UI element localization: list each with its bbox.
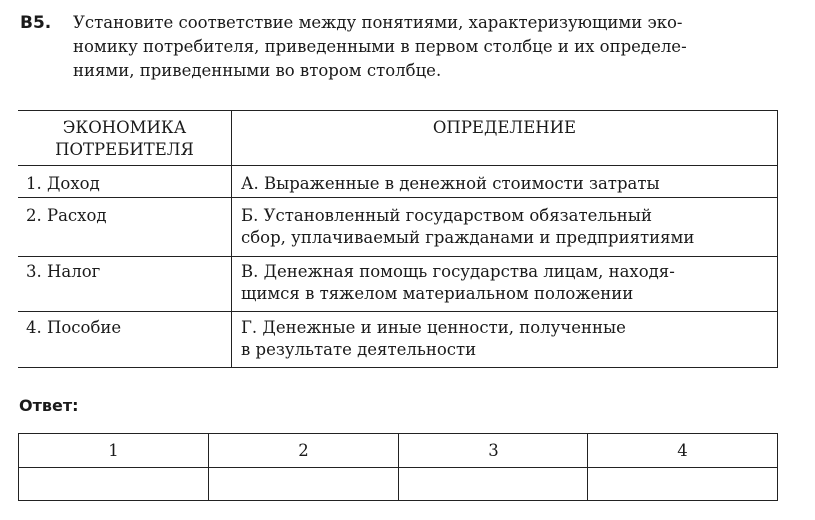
matching-table (18, 110, 778, 368)
answer-column-number: 2 (298, 441, 309, 460)
answer-cell-4[interactable] (588, 468, 776, 500)
task-label: B5. (20, 13, 52, 33)
header-definition (232, 117, 777, 139)
definition-line: В. Денежная помощь государства лицам, находя- (241, 262, 675, 281)
column-divider (231, 111, 232, 367)
definition-line: Б. Установленный государством обязательный (241, 206, 652, 225)
answer-column-number: 4 (677, 441, 688, 460)
answer-cell-3[interactable] (399, 468, 587, 500)
task-line-2: номику потребителя, приведенными в первом столбце и их определе- (73, 37, 687, 56)
header-term-line: ЭКОНОМИКА (62, 118, 187, 137)
definition-line: щимся в тяжелом материальном положении (241, 284, 634, 303)
term-cell: 2. Расход (26, 206, 107, 225)
definition-line: Г. Денежные и иные ценности, полученные (241, 318, 626, 337)
definition-cell (241, 261, 675, 305)
definition-cell (241, 205, 694, 249)
task-line-3: ниями, приведенными во втором столбце. (73, 61, 442, 80)
header-term (18, 117, 231, 161)
task-line-1: Установите соответствие между понятиями, характеризующими эко- (73, 13, 683, 32)
answer-column-number: 1 (108, 441, 119, 460)
term-cell: 3. Налог (26, 262, 101, 281)
definition-line: в результате деятельности (241, 340, 477, 359)
task-instructions (73, 11, 783, 83)
row-divider (18, 256, 777, 257)
header-term-line: ПОТРЕБИТЕЛЯ (55, 140, 194, 159)
definition-cell (241, 173, 660, 195)
term-cell: 1. Доход (26, 174, 100, 193)
answer-cell-1[interactable] (19, 468, 207, 500)
definition-cell (241, 317, 626, 361)
answer-column-number: 3 (488, 441, 499, 460)
answer-cell-2[interactable] (209, 468, 397, 500)
answer-label: Ответ: (19, 396, 79, 415)
answer-table (18, 433, 778, 501)
header-definition-text: ОПРЕДЕЛЕНИЕ (432, 118, 577, 137)
definition-line: сбор, уплачиваемый гражданами и предприятиями (241, 228, 695, 247)
term-cell: 4. Пособие (26, 318, 122, 337)
row-divider (18, 165, 777, 166)
row-divider (18, 197, 777, 198)
row-divider (18, 311, 777, 312)
definition-line: А. Выраженные в денежной стоимости затраты (241, 174, 660, 193)
